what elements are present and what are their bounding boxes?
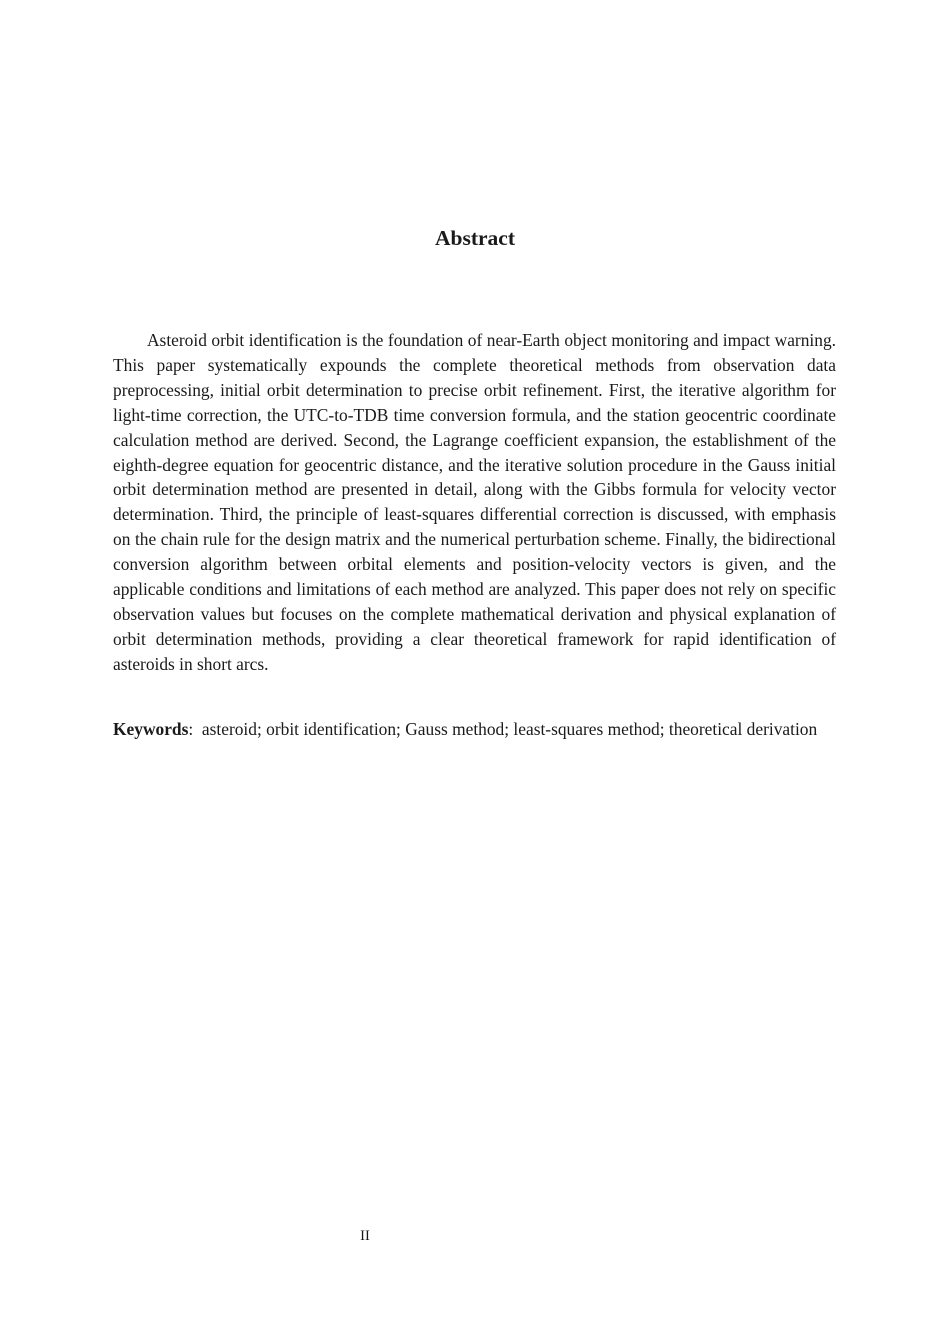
keywords-text: asteroid; orbit identification; Gauss method; least-squares method; theoretical derivation [201, 719, 818, 739]
keywords-separator: : [188, 719, 194, 739]
abstract-title: Abstract [434, 226, 515, 250]
page-number: II [360, 1228, 370, 1244]
keywords-line [113, 717, 836, 741]
abstract-body: Asteroid orbit identification is the foundation of near-Earth object monitoring and impact warning. This paper systematically expounds the complete theoretical methods from observation data preprocessing, initial orbit determination to precise orbit refinement. First, the iterative algorithm for light-time correction, the UTC-to-TDB time conversion formula, and the station geocentric coordinate calculation method are derived. Second, the Lagrange coefficient expansion, the establishment of the eighth-degree equation for geocentric distance, and the iterative solution procedure in the Gauss initial orbit determination method are presented in detail, along with the Gibbs formula for velocity vector determination. Third, the principle of least-squares differential correction is discussed, with emphasis on the chain rule for the design matrix and the numerical perturbation scheme. Finally, the bidirectional conversion algorithm between orbital elements and position-velocity vectors is given, and the applicable conditions and limitations of each method are analyzed. This paper does not rely on specific observation values but focuses on the complete mathematical derivation and physical explanation of orbit determination methods, providing a clear theoretical framework for rapid identification of asteroids in short arcs. [113, 330, 836, 674]
keywords-label: Keywords [113, 719, 189, 739]
